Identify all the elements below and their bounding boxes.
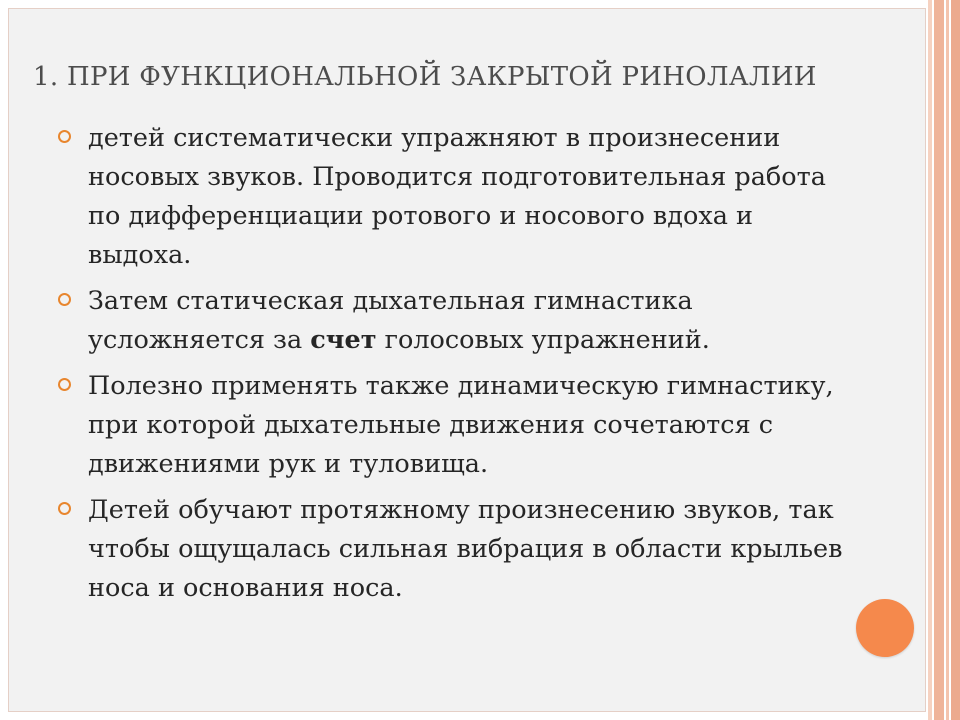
decorative-stripe: [951, 0, 960, 720]
bullet-item: [58, 367, 858, 484]
bullet-item: [58, 282, 858, 360]
slide-title: 1. ПРИ ФУНКЦИОНАЛЬНОЙ ЗАКРЫТОЙ РИНОЛАЛИИ: [33, 62, 817, 92]
ring-bullet-icon: [58, 130, 71, 143]
bullet-item: [58, 491, 858, 608]
bullet-item: [58, 119, 858, 275]
decorative-circle: [856, 599, 914, 657]
ring-bullet-icon: [58, 502, 71, 515]
decorative-stripe: [946, 0, 949, 720]
bullet-text-part: Затем статическая дыхательная гимнастика усложняется за: [88, 286, 693, 355]
bullet-list: [58, 119, 858, 615]
ring-bullet-icon: [58, 293, 71, 306]
bullet-text: [88, 286, 710, 355]
ring-bullet-icon: [58, 378, 71, 391]
bullet-text: Детей обучают протяжному произнесению звуков, так чтобы ощущалась сильная вибрация в области крыльев носа и основания носа.: [88, 495, 843, 603]
bullet-text-part: голосовых упражнений.: [376, 325, 710, 355]
bullet-text: Полезно применять также динамическую гимнастику, при которой дыхательные движения сочетаются с движениями рук и туловища.: [88, 371, 834, 479]
bullet-text: детей систематически упражняют в произнесении носовых звуков. Проводится подготовительная работа по дифференциации ротового и носового вдоха и выдоха.: [88, 123, 826, 270]
bullet-bold-word: счет: [310, 325, 377, 355]
decorative-stripe: [928, 0, 932, 720]
decorative-stripe: [934, 0, 944, 720]
